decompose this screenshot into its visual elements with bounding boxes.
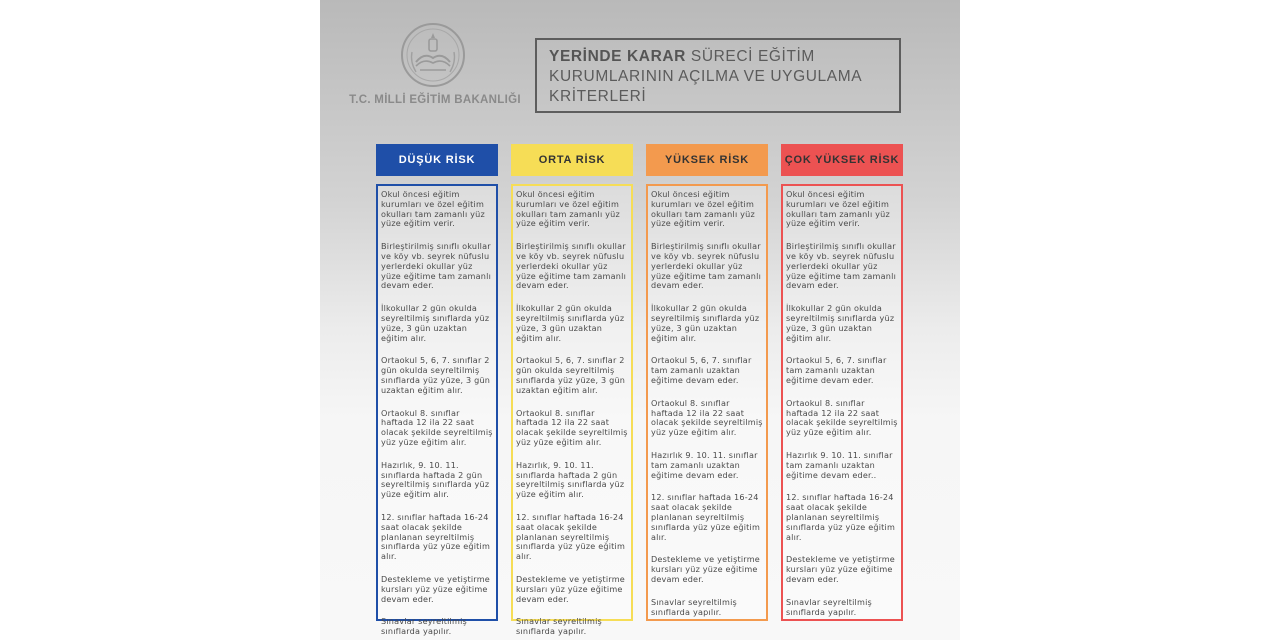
criteria-item: 12. sınıflar haftada 16-24 saat olacak şekilde planlanan seyreltilmiş sınıflarda yüz yüze eğitim alır.	[651, 492, 761, 542]
criteria-item: 12. sınıflar haftada 16-24 saat olacak şekilde planlanan seyreltilmiş sınıflarda yüz yüze eğitim alır.	[786, 492, 896, 542]
criteria-item: İlkokullar 2 gün okulda seyreltilmiş sınıflarda yüz yüze, 3 gün uzaktan eğitim alır.	[381, 303, 490, 343]
risk-column-cok-yuksek	[781, 184, 903, 621]
risk-header-yuksek: YÜKSEK RİSK	[646, 144, 768, 176]
criteria-item: Okul öncesi eğitim kurumları ve özel eğitim okulları tam zamanlı yüz yüze eğitim verir.	[786, 189, 890, 229]
criteria-item: İlkokullar 2 gün okulda seyreltilmiş sınıflarda yüz yüze, 3 gün uzaktan eğitim alır.	[786, 303, 895, 343]
criteria-item: Ortaokul 5, 6, 7. sınıflar tam zamanlı uzaktan eğitime devam eder.	[786, 355, 887, 385]
title-rest: SÜRECİ EĞİTİM KURUMLARININ AÇILMA VE UYGULAMA KRİTERLERİ	[549, 48, 862, 105]
risk-column-orta	[511, 184, 633, 637]
criteria-item: Okul öncesi eğitim kurumları ve özel eğitim okulları tam zamanlı yüz yüze eğitim verir.	[651, 189, 755, 229]
criteria-item: Birleştirilmiş sınıflı okullar ve köy vb. seyrek nüfuslu yerlerdeki okullar yüz yüze eğitime tam zamanlı devam eder.	[381, 241, 492, 291]
criteria-item: Hazırlık, 9. 10. 11. sınıflarda haftada 2 gün seyreltilmiş sınıflarda yüz yüze eğitim alır.	[516, 459, 625, 500]
criteria-item: Sınavlar seyreltilmiş sınıflarda yapılır.	[651, 596, 737, 617]
criteria-item: Okul öncesi eğitim kurumları ve özel eğitim okulları tam zamanlı yüz yüze eğitim verir.	[516, 189, 620, 229]
ministry-emblem-icon	[400, 22, 466, 88]
criteria-item: Okul öncesi eğitim kurumları ve özel eğitim okulları tam zamanlı yüz yüze eğitim verir.	[381, 189, 485, 229]
risk-header-orta: ORTA RİSK	[511, 144, 633, 176]
criteria-item: Ortaokul 5, 6, 7. sınıflar tam zamanlı uzaktan eğitime devam eder.	[651, 355, 752, 385]
criteria-item: Hazırlık 9. 10. 11. sınıflar tam zamanlı uzaktan eğitime devam eder.	[651, 449, 758, 480]
criteria-item: Destekleme ve yetiştirme kursları yüz yüze eğitime devam eder.	[651, 554, 760, 584]
criteria-item: Destekleme ve yetiştirme kursları yüz yüze eğitime devam eder.	[786, 554, 895, 584]
criteria-item: Destekleme ve yetiştirme kursları yüz yüze eğitime devam eder.	[381, 573, 490, 604]
risk-column-dusuk	[376, 184, 498, 637]
page-title	[535, 38, 901, 113]
criteria-item: Ortaokul 8. sınıflar haftada 12 ila 22 saat olacak şekilde seyreltilmiş yüz yüze eğitim alır.	[786, 397, 898, 438]
risk-column-yuksek	[646, 184, 768, 621]
criteria-item: Birleştirilmiş sınıflı okullar ve köy vb. seyrek nüfuslu yerlerdeki okullar yüz yüze eğitime tam zamanlı devam eder.	[786, 241, 897, 291]
criteria-item: Hazırlık, 9. 10. 11. sınıflarda haftada 2 gün seyreltilmiş sınıflarda yüz yüze eğitim alır.	[381, 459, 490, 500]
criteria-item: Sınavlar seyreltilmiş sınıflarda yapılır.	[516, 616, 602, 637]
poster	[320, 0, 960, 640]
criteria-item: Ortaokul 8. sınıflar haftada 12 ila 22 saat olacak şekilde seyreltilmiş yüz yüze eğitim alır.	[381, 407, 493, 447]
criteria-item: Ortaokul 8. sınıflar haftada 12 ila 22 saat olacak şekilde seyreltilmiş yüz yüze eğitim alır.	[516, 407, 628, 447]
criteria-item: Sınavlar seyreltilmiş sınıflarda yapılır.	[381, 616, 467, 637]
criteria-item: Ortaokul 8. sınıflar haftada 12 ila 22 saat olacak şekilde seyreltilmiş yüz yüze eğitim alır.	[651, 397, 763, 438]
criteria-item: Sınavlar seyreltilmiş sınıflarda yapılır.	[786, 596, 872, 617]
criteria-item: İlkokullar 2 gün okulda seyreltilmiş sınıflarda yüz yüze, 3 gün uzaktan eğitim alır.	[516, 303, 625, 343]
criteria-item: Hazırlık 9. 10. 11. sınıflar tam zamanlı uzaktan eğitime devam eder..	[786, 449, 893, 480]
criteria-item: Birleştirilmiş sınıflı okullar ve köy vb. seyrek nüfuslu yerlerdeki okullar yüz yüze eğitime tam zamanlı devam eder.	[516, 241, 627, 291]
criteria-item: 12. sınıflar haftada 16-24 saat olacak şekilde planlanan seyreltilmiş sınıflarda yüz yüze eğitim alır.	[516, 511, 626, 562]
risk-header-cok-yuksek: ÇOK YÜKSEK RİSK	[781, 144, 903, 176]
criteria-item: Ortaokul 5, 6, 7. sınıflar 2 gün okulda seyreltilmiş sınıflarda yüz yüze, 3 gün uzaktan eğitim alır.	[516, 355, 626, 395]
criteria-item: Birleştirilmiş sınıflı okullar ve köy vb. seyrek nüfuslu yerlerdeki okullar yüz yüze eğitime tam zamanlı devam eder.	[651, 241, 762, 291]
title-bold: YERİNDE KARAR	[549, 48, 686, 65]
criteria-item: Destekleme ve yetiştirme kursları yüz yüze eğitime devam eder.	[516, 573, 625, 604]
criteria-item: İlkokullar 2 gün okulda seyreltilmiş sınıflarda yüz yüze, 3 gün uzaktan eğitim alır.	[651, 303, 760, 343]
risk-header-dusuk: DÜŞÜK RİSK	[376, 144, 498, 176]
ministry-name: T.C. MİLLİ EĞİTİM BAKANLIĞI	[349, 94, 521, 106]
criteria-item: 12. sınıflar haftada 16-24 saat olacak şekilde planlanan seyreltilmiş sınıflarda yüz yüze eğitim alır.	[381, 511, 491, 562]
criteria-item: Ortaokul 5, 6, 7. sınıflar 2 gün okulda seyreltilmiş sınıflarda yüz yüze, 3 gün uzaktan eğitim alır.	[381, 355, 491, 395]
